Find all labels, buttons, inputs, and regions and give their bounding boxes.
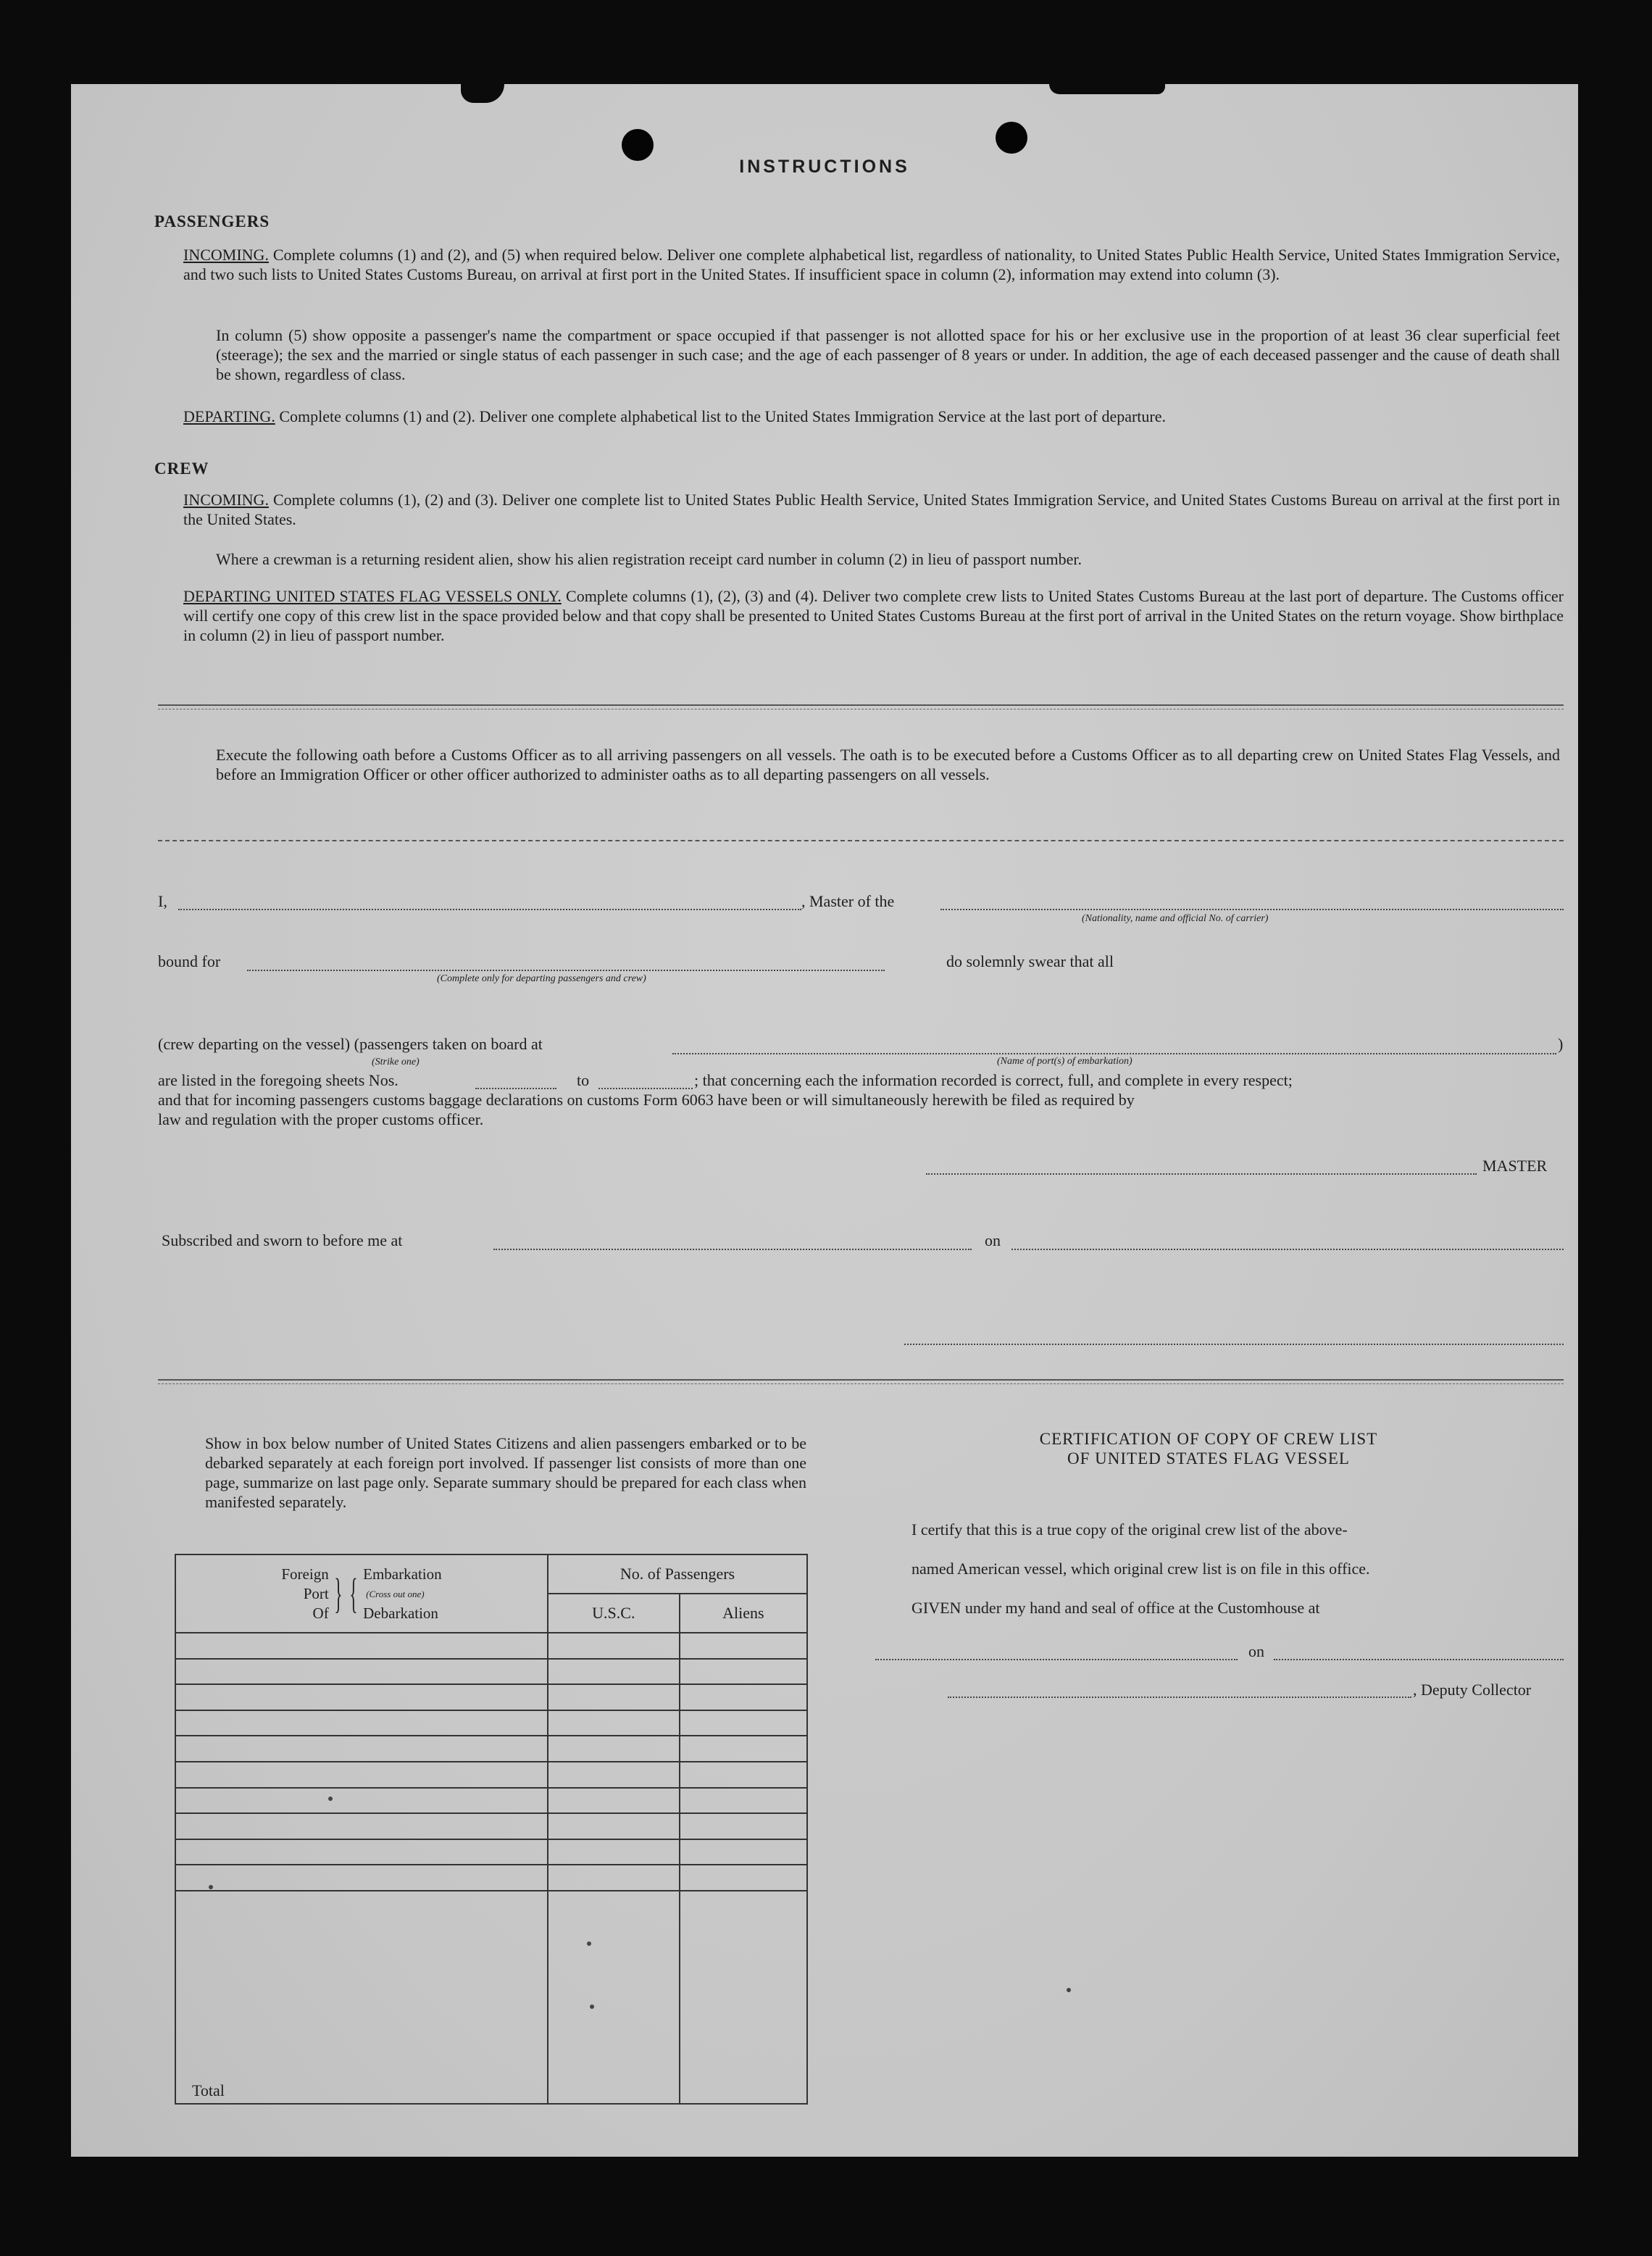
carrier-field[interactable] [940,909,1564,910]
no-of-passengers-header: No. of Passengers [548,1554,807,1594]
listed-to: to [577,1071,590,1089]
aliens-header: Aliens [680,1594,807,1633]
master-name-field[interactable] [178,909,801,910]
port-cell[interactable] [175,1788,548,1814]
table-row [175,1736,807,1762]
total-aliens-cell[interactable] [680,1891,807,2104]
subscribed-on-label: on [985,1231,1001,1249]
carrier-caption: (Nationality, name and official No. of carrier) [1082,913,1269,924]
subscribed-place-field[interactable] [493,1249,972,1250]
certify-line-1: I certify that this is a true copy of the original crew list of the above- [911,1520,1348,1539]
table-row [175,1659,807,1685]
aliens-cell[interactable] [680,1736,807,1762]
port-label: Port [303,1584,329,1602]
bound-for-field[interactable] [247,970,885,971]
aliens-cell[interactable] [680,1788,807,1814]
port-cell[interactable] [175,1710,548,1736]
oath-divider [158,840,1564,841]
customhouse-place-field[interactable] [875,1659,1238,1660]
summary-instruction: Show in box below number of United States Citizens and alien passengers embarked or to be debarked separately at each foreign port involved. If passenger list consists of more than one page, summarize on last page only. Separate summary should be prepared for each class when manifested separately. [205,1434,806,1511]
table-row [175,1813,807,1839]
section-divider-2 [158,1379,1564,1381]
usc-header: U.S.C. [548,1594,680,1633]
passengers-column5-paragraph: In column (5) show opposite a passenger's name the compartment or space occupied if that passenger is not allotted space for his or her exclusive use in the proportion of at least 36 clear superficial feet (steerage); the sex and the married or single status of each passenger in such case; and the age of each passenger of 8 years or under. In addition, the age of each deceased passenger and the cause of death shall be shown, regardless of class. [216,326,1560,383]
passengers-departing-paragraph [183,407,1560,426]
sheet-from-field[interactable] [475,1088,556,1089]
passengers-departing-lead: DEPARTING. [183,407,275,425]
certification-title-2: OF UNITED STATES FLAG VESSEL [1067,1449,1350,1468]
listed-prefix: are listed in the foregoing sheets Nos. [158,1071,399,1089]
deputy-collector-label: , Deputy Collector [1413,1681,1532,1699]
torn-notch [1049,84,1165,94]
section-divider-1 [158,704,1564,706]
aliens-cell[interactable] [680,1710,807,1736]
crew-incoming-text: Complete columns (1), (2) and (3). Deliver one complete list to United States Public Health Service, United States Immigration Service, and United States Customs Bureau on arrival at the first port in the United States. [183,491,1561,528]
aliens-cell[interactable] [680,1839,807,1865]
passengers-departing-text: Complete columns (1) and (2). Deliver one complete alphabetical list to the United States Immigration Service at the last port of departure. [279,407,1167,425]
usc-cell[interactable] [548,1736,680,1762]
brace-icon: } [334,1570,343,1617]
brace-icon-left: { [349,1570,358,1617]
crew-departing-lead: DEPARTING UNITED STATES FLAG VESSELS ONLY. [183,587,562,605]
aliens-cell[interactable] [680,1633,807,1659]
ports-close-paren: ) [1558,1035,1564,1053]
crew-heading: CREW [154,459,209,478]
given-line: GIVEN under my hand and seal of office at the Customhouse at [911,1599,1320,1617]
aliens-cell[interactable] [680,1684,807,1710]
crew-departing-paragraph [183,586,1564,645]
table-row [175,1710,807,1736]
passengers-incoming-paragraph [183,245,1560,284]
swear-label: do solemnly swear that all [946,952,1114,970]
port-header [175,1554,548,1633]
page-title: INSTRUCTIONS [739,157,910,177]
usc-cell[interactable] [548,1813,680,1839]
scan-speck [590,2005,594,2009]
total-label: Total [175,1891,548,2104]
oath-instruction: Execute the following oath before a Customs Officer as to all arriving passengers on all vessels. The oath is to be executed before a Customs Officer as to all departing crew on United States Flag Vessels, and before an Immigration Officer or other officer authorized to administer oaths as to all departing passengers on all vessels. [216,746,1560,783]
table-row [175,1865,807,1891]
table-row [175,1762,807,1788]
usc-cell[interactable] [548,1788,680,1814]
table-row [175,1633,807,1659]
embarkation-label: Embarkation [363,1565,442,1583]
of-label: Of [312,1604,329,1622]
port-cell[interactable] [175,1865,548,1891]
bound-for-label: bound for [158,952,221,970]
table-row [175,1788,807,1814]
port-cell[interactable] [175,1839,548,1865]
aliens-cell[interactable] [680,1865,807,1891]
usc-cell[interactable] [548,1839,680,1865]
passengers-incoming-text: Complete columns (1) and (2), and (5) when required below. Deliver one complete alphabetical list, regardless of nationality, to United States Public Health Service, United States Immigration Service, and two such lists to United States Customs Bureau, on arrival at first port in the United States. If insufficient space in column (2), information may extend into column (3). [183,246,1561,283]
master-label: MASTER [1482,1157,1548,1175]
oath-i-label: I, [158,892,167,910]
usc-cell[interactable] [548,1762,680,1788]
passengers-heading: PASSENGERS [154,212,270,230]
aliens-cell[interactable] [680,1762,807,1788]
punch-hole-right [996,122,1027,154]
scan-speck [1067,1988,1071,1992]
passenger-summary-table [175,1554,808,2105]
cross-out-caption: (Cross out one) [366,1588,425,1599]
officer-signature-field[interactable] [904,1344,1564,1345]
debarkation-label: Debarkation [363,1604,438,1622]
form-sheet [71,84,1578,2157]
usc-cell[interactable] [548,1659,680,1685]
usc-cell[interactable] [548,1633,680,1659]
total-usc-cell[interactable] [548,1891,680,2104]
listed-suffix: ; that concerning each the information recorded is correct, full, and complete in every respect; [694,1071,1293,1089]
crew-incoming-lead: INCOMING. [183,491,269,509]
total-row [175,1891,807,2104]
subscribed-label: Subscribed and sworn to before me at [162,1231,403,1249]
passengers-incoming-lead: INCOMING. [183,246,269,264]
subscribed-date-field[interactable] [1011,1249,1564,1250]
certify-line-2: named American vessel, which original crew list is on file in this office. [911,1560,1370,1578]
oath-line-2: and that for incoming passengers customs baggage declarations on customs Form 6063 have been or will simultaneously herewith be filed as required by [158,1091,1135,1109]
scan-speck [328,1797,333,1801]
port-cell[interactable] [175,1684,548,1710]
certification-on-label: on [1248,1642,1264,1660]
crew-departing-text: Complete columns (1), (2), (3) and (4). Deliver two complete crew lists to United States Customs Bureau at the last port of departure. The Customs officer will certify one copy of this crew list in the space provided below and that copy shall be presented to United States Customs Bureau at the first port of arrival in the United States on the return voyage. Show birthplace in column (2) in lieu of passport number. [183,587,1564,644]
master-signature-field[interactable] [926,1173,1477,1175]
master-of-label: , Master of the [801,892,895,910]
aliens-cell[interactable] [680,1813,807,1839]
sheet-to-field[interactable] [598,1088,693,1089]
usc-cell[interactable] [548,1684,680,1710]
usc-cell[interactable] [548,1710,680,1736]
port-cell[interactable] [175,1659,548,1685]
certification-title-1: CERTIFICATION OF COPY OF CREW LIST [1039,1430,1378,1448]
ports-field[interactable] [672,1053,1556,1054]
scan-speck [587,1941,591,1946]
aliens-cell[interactable] [680,1659,807,1685]
port-cell[interactable] [175,1813,548,1839]
certification-date-field[interactable] [1274,1659,1564,1660]
table-row [175,1839,807,1865]
crew-incoming-paragraph [183,490,1560,529]
usc-cell[interactable] [548,1865,680,1891]
port-cell[interactable] [175,1633,548,1659]
foreign-label: Foreign [281,1565,329,1583]
port-cell[interactable] [175,1736,548,1762]
oath-line-3: law and regulation with the proper customs officer. [158,1110,484,1128]
strike-one-caption: (Strike one) [372,1057,420,1067]
deputy-collector-signature-field[interactable] [948,1697,1411,1698]
port-cell[interactable] [175,1762,548,1788]
bound-for-caption: (Complete only for departing passengers and crew) [437,973,646,984]
ports-caption: (Name of port(s) of embarkation) [997,1056,1132,1067]
table-row [175,1684,807,1710]
crew-returning-paragraph: Where a crewman is a returning resident alien, show his alien registration receipt card number in column (2) in lieu of passport number. [216,550,1082,568]
torn-corner [461,84,504,103]
crew-departing-label: (crew departing on the vessel) (passengers taken on board at [158,1035,543,1053]
scan-speck [209,1885,213,1889]
